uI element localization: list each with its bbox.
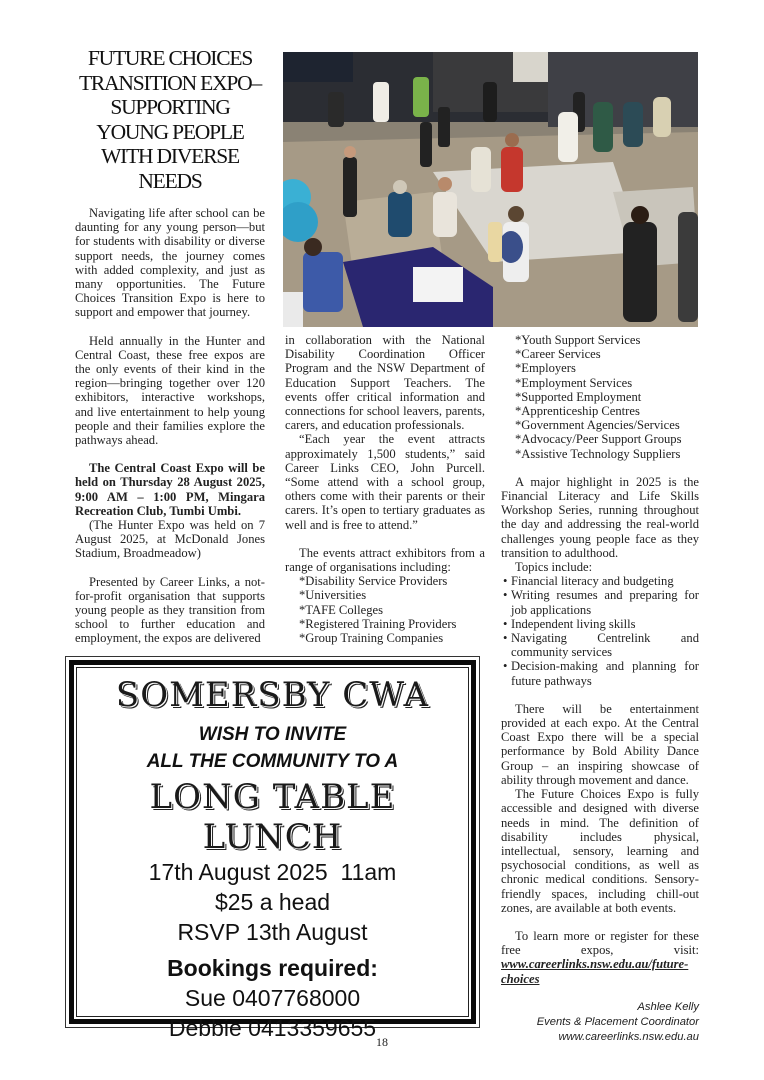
topic-item: • Navigating Centrelink and community services [501,631,699,659]
paragraph: in collaboration with the National Disability Coordination Officer Program and the NSW Department of Education Support Teachers. The events offer critical information and connections for school leavers, parents, carers, and education professionals. [285,333,485,433]
list-item: *Employers [515,361,576,376]
future-choices-link[interactable]: www.careerlinks.nsw.edu.au/future-choices [501,957,689,986]
cwa-lunch-advertisement [76,667,469,1041]
photo-illustration [283,52,698,327]
signature-title: Events & Placement Coordinator [536,1015,699,1028]
list-item: *Disability Service Providers [299,574,448,589]
paragraph: There will be entertainment provided at each expo. At the Central Coast Expo there will be a special performance by Bold Ability Dance Group – an inspiring showcase of ability through movement and dance. [501,701,699,787]
topic-item: • Writing resumes and preparing for job applications [501,588,699,616]
article-column-3 [501,333,699,1045]
headline-line: SUPPORTING [110,95,230,119]
ad-subtitle: ALL THE COMMUNITY TO A [146,751,399,772]
list-item: *Assistive Technology Suppliers [515,446,681,461]
ad-price: $25 a head [214,889,331,915]
list-item: *Registered Training Providers [299,616,457,631]
list-item: *Universities [299,588,367,603]
ad-title: SOMERSBY CWA [115,675,430,715]
list-item: *Group Training Companies [299,631,444,646]
headline-line: NEEDS [138,168,202,193]
list-item: *Employment Services [515,375,633,390]
ad-contact: Sue 0407768000 [184,985,361,1011]
ad-rsvp: RSVP 13th August [177,919,368,945]
article-column-1 [75,206,265,646]
paragraph: The events attract exhibitors from a range of organisations including: [285,545,485,575]
register-paragraph [501,929,699,986]
paragraph: Presented by Career Links, a not-for-profit organisation that supports young people as they transition from school to further education and employment, the expos are delivered [75,574,265,646]
paragraph: The Future Choices Expo is fully accessible and designed with diverse needs in mind. The definition of disability includes physical, intellectual, sensory, learning and psychosocial conditions, as well as chronic medical conditions. Sensory-friendly spaces, including chill-out zones, are available at both events. [501,787,699,915]
list-item: *TAFE Colleges [299,602,383,617]
headline-line: YOUNG PEOPLE [96,119,244,144]
paragraph: Navigating life after school can be daunting for any young person—but for students with disability or diverse support needs, the journey comes with added complexity, and just as many opportunities. The Future Choices Transition Expo is here to support and empower that journey. [75,206,265,320]
paragraph: A major highlight in 2025 is the Financial Literacy and Life Skills Workshop Series, running throughout the day and addressing the real-world challenges young people face as they transition to adulthood. [501,474,699,560]
expo-crowd-photo [283,52,698,327]
quote-paragraph: “Each year the event attracts approximately 1,500 students,” said Career Links CEO, John Purcell. “Some attend with a school group, others come with their parents or their carers. It’s open to tertiary graduates as well and is free to attend.” [285,432,485,532]
signature-name: Ashlee Kelly [637,1000,699,1013]
ad-event-name: LONG TABLE LUNCH [149,777,396,857]
register-text: To learn more or register for these free expos, visit: [501,928,699,958]
headline-line: TRANSITION EXPO– [78,70,262,95]
headline-line: FUTURE CHOICES [87,46,253,70]
list-item: *Apprenticeship Centres [515,404,640,419]
ad-subtitle: WISH TO INVITE [198,724,347,745]
topic-item: • Decision-making and planning for future pathways [501,659,699,687]
article-headline [60,46,280,193]
topic-item: • Financial literacy and budgeting [501,574,699,588]
exhibitor-list [285,574,485,645]
exhibitor-list-continued [501,333,699,461]
list-item: *Youth Support Services [515,333,641,347]
topics-label: Topics include: [515,560,593,575]
headline-line: WITH DIVERSE [101,144,239,168]
page-number: 18 [376,1035,388,1049]
topic-item: • Independent living skills [501,617,699,631]
article-column-2 [285,333,485,645]
event-details: The Central Coast Expo will be held on Thursday 28 August 2025, 9:00 AM – 1:00 PM, Mingara Recreation Club, Tumbi Umbi. [75,461,265,518]
list-item: *Government Agencies/Services [515,418,680,433]
paragraph: Held annually in the Hunter and Central Coast, these free expos are the only events of their kind in the region—bringing together over 120 exhibitors, interactive workshops, and live entertainment to help young people and their families explore the pathways ahead. [75,333,265,448]
ad-bookings-label: Bookings required: [167,955,378,981]
paragraph: (The Hunter Expo was held on 7 August 2025, at McDonald Jones Stadium, Broadmeadow) [75,518,265,561]
ad-date: 17th August 2025 11am [148,859,397,885]
topics-list [501,574,699,688]
list-item: *Advocacy/Peer Support Groups [515,432,682,447]
list-item: *Career Services [515,347,601,362]
ad-contact: Debbie 0413359655 [168,1015,377,1041]
list-item: *Supported Employment [515,389,642,404]
signature-website: www.careerlinks.nsw.edu.au [558,1030,699,1043]
